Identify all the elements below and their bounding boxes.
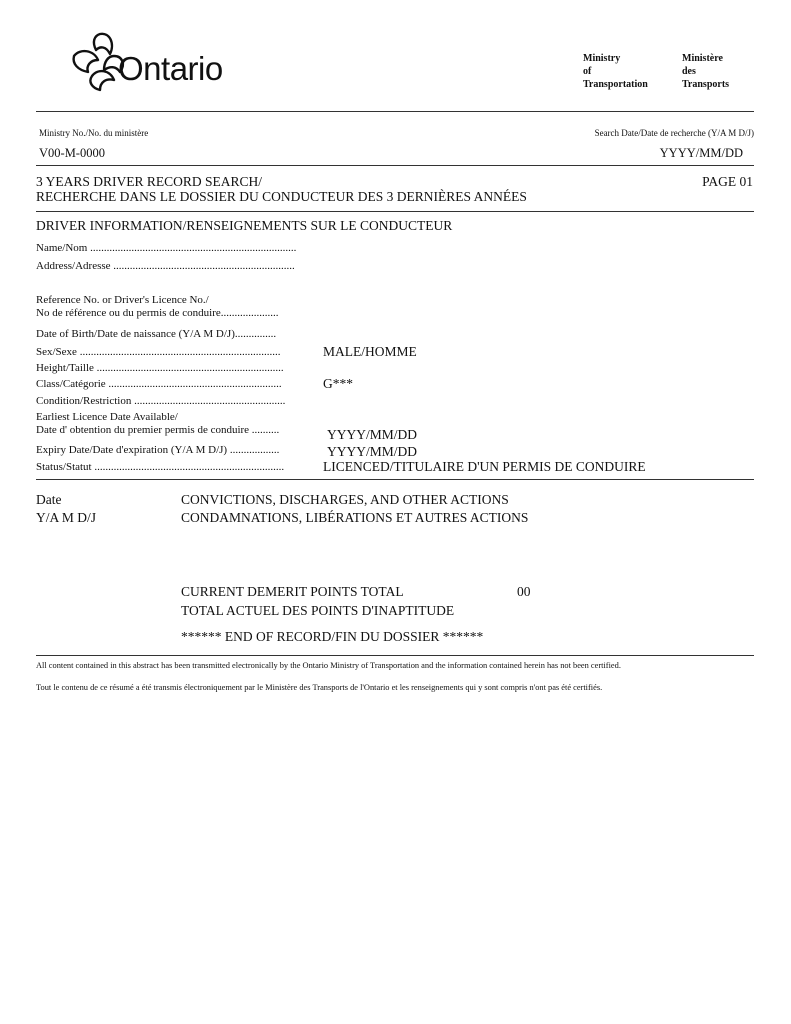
search-date-value: YYYY/MM/DD bbox=[659, 146, 743, 160]
ministry-line: Transports bbox=[682, 79, 730, 90]
ministry-french bbox=[682, 52, 729, 91]
ministry-line: of bbox=[583, 66, 592, 77]
footer-divider bbox=[36, 655, 754, 656]
reference-field-label bbox=[36, 294, 279, 320]
demerit-points-value: 00 bbox=[517, 584, 531, 599]
ministry-no-value: V00-M-0000 bbox=[39, 146, 105, 160]
header-divider bbox=[36, 111, 754, 112]
title-divider bbox=[36, 211, 754, 212]
convictions-heading bbox=[181, 492, 528, 525]
trillium-icon bbox=[74, 34, 123, 90]
name-field-label: Name/Nom ........................................................................... bbox=[36, 242, 297, 254]
search-date-label: Search Date/Date de recherche (Y/A M D/J) bbox=[594, 128, 754, 138]
ministry-line: Ministère bbox=[682, 53, 723, 64]
height-field-label: Height/Taille .................................................................... bbox=[36, 362, 284, 374]
page-number: PAGE 01 bbox=[702, 174, 753, 189]
earliest-label-line: Earliest Licence Date Available/ bbox=[36, 411, 178, 423]
sex-field-label: Sex/Sexe ......................................................................... bbox=[36, 346, 281, 358]
convictions-date-column bbox=[36, 492, 96, 525]
convictions-heading-fr: CONDAMNATIONS, LIBÉRATIONS ET AUTRES ACTIONS bbox=[181, 510, 529, 525]
sex-field-value: MALE/HOMME bbox=[323, 344, 417, 359]
expiry-field-value: YYYY/MM/DD bbox=[327, 444, 418, 459]
class-field-value: G*** bbox=[323, 376, 353, 391]
driver-section-heading: DRIVER INFORMATION/RENSEIGNEMENTS SUR LE CONDUCTEUR bbox=[36, 218, 453, 233]
demerit-points-label-en: CURRENT DEMERIT POINTS TOTAL bbox=[181, 584, 404, 599]
class-field-label: Class/Catégorie ............................................................... bbox=[36, 378, 282, 390]
report-title bbox=[36, 174, 527, 204]
end-of-record: ****** END OF RECORD/FIN DU DOSSIER ****** bbox=[181, 629, 484, 644]
reference-label-line: Reference No. or Driver's Licence No./ bbox=[36, 294, 209, 306]
disclaimer-english: All content contained in this abstract has been transmitted electronically by the Ontario Ministry of Transportation and the information contained herein has not been certified. bbox=[36, 661, 621, 670]
ministry-line: Ministry bbox=[583, 53, 621, 64]
status-field-label: Status/Statut ..................................................................... bbox=[36, 461, 285, 473]
date-column-label: Date bbox=[36, 492, 62, 507]
address-field-label: Address/Adresse .................................................................. bbox=[36, 260, 295, 272]
brand-wordmark: Ontario bbox=[118, 50, 223, 87]
earliest-licence-field-value: YYYY/MM/DD bbox=[327, 427, 418, 442]
earliest-licence-field-label bbox=[36, 411, 279, 437]
expiry-field-label: Expiry Date/Date d'expiration (Y/A M D/J) .................. bbox=[36, 444, 280, 456]
report-title-line: RECHERCHE DANS LE DOSSIER DU CONDUCTEUR DES 3 DERNIÈRES ANNÉES bbox=[36, 189, 527, 204]
date-column-format: Y/A M D/J bbox=[36, 510, 97, 525]
reference-label-line: No de référence ou du permis de conduire..................... bbox=[36, 307, 279, 319]
condition-field-label: Condition/Restriction ....................................................... bbox=[36, 395, 286, 407]
status-field-value: LICENCED/TITULAIRE D'UN PERMIS DE CONDUIRE bbox=[323, 459, 646, 474]
ministry-line: des bbox=[682, 66, 696, 77]
ministry-line: Transportation bbox=[583, 79, 648, 90]
earliest-label-line: Date d' obtention du premier permis de conduire .......... bbox=[36, 424, 280, 436]
report-title-line: 3 YEARS DRIVER RECORD SEARCH/ bbox=[36, 174, 263, 189]
driver-info-divider bbox=[36, 479, 754, 480]
ministry-english bbox=[583, 52, 648, 91]
demerit-points-label-fr: TOTAL ACTUEL DES POINTS D'INAPTITUDE bbox=[181, 603, 455, 618]
convictions-heading-en: CONVICTIONS, DISCHARGES, AND OTHER ACTIONS bbox=[181, 492, 509, 507]
dob-field-label: Date of Birth/Date de naissance (Y/A M D/J)............... bbox=[36, 328, 277, 340]
meta-divider bbox=[36, 165, 754, 166]
ministry-no-label: Ministry No./No. du ministère bbox=[39, 128, 149, 138]
disclaimer-french: Tout le contenu de ce résumé a été transmis électroniquement par le Ministère des Transports de l'Ontario et les renseignements qui y sont compris n'ont pas été certifiés. bbox=[36, 683, 603, 692]
